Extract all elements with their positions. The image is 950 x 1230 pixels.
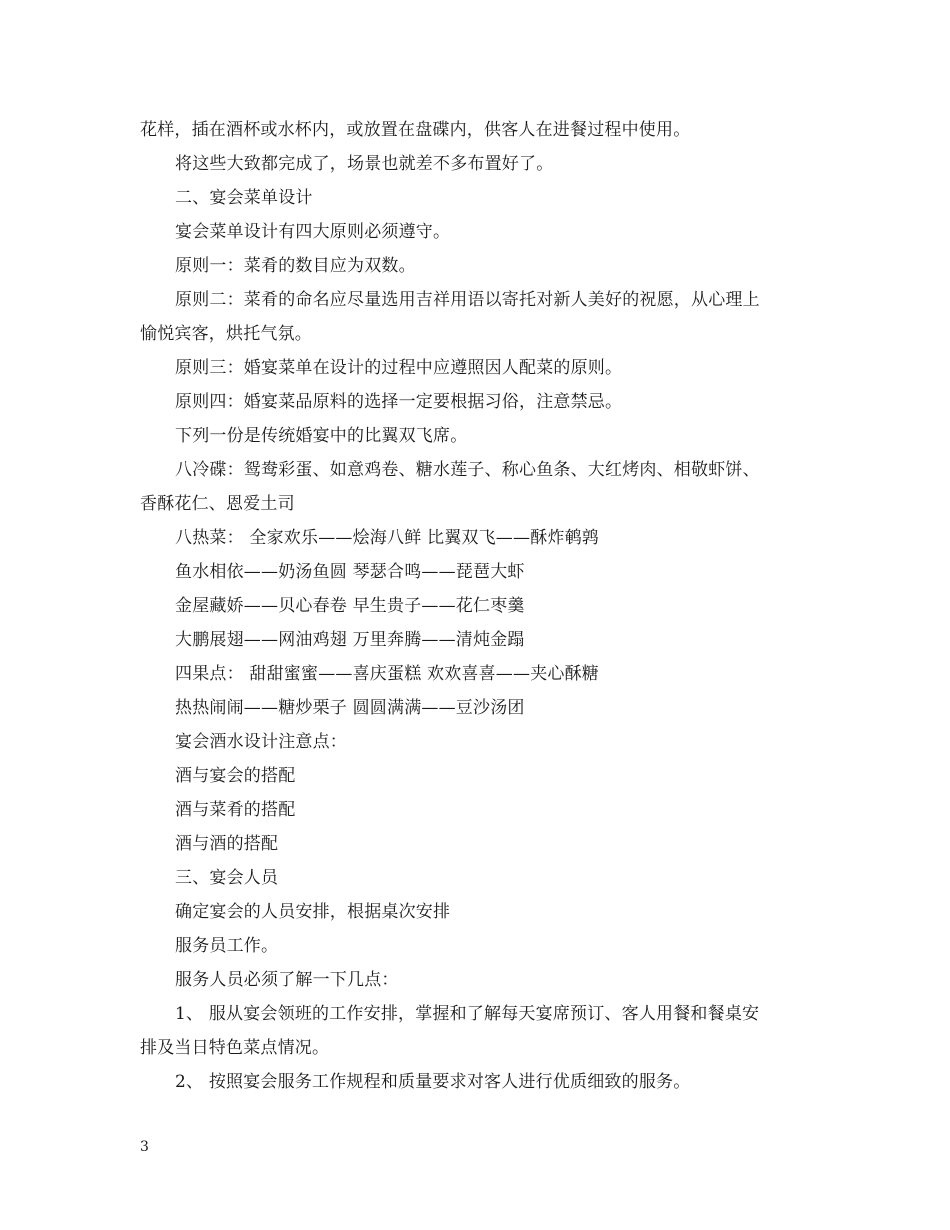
text-line: 原则二：菜肴的命名应尽量选用吉祥用语以寄托对新人美好的祝愿，从心理上	[175, 290, 760, 310]
text-line: 金屋藏娇——贝心春卷 早生贵子——花仁枣羹	[175, 596, 525, 616]
text-line: 服务人员必须了解一下几点：	[175, 970, 399, 990]
text-line: 确定宴会的人员安排，根据桌次安排	[175, 902, 451, 922]
text-line: 下列一份是传统婚宴中的比翼双飞席。	[175, 426, 468, 446]
text-line: 宴会菜单设计有四大原则必须遵守。	[175, 222, 451, 242]
text-line: 酒与宴会的搭配	[175, 766, 296, 786]
document-body	[140, 113, 820, 1099]
page-number: 3	[140, 1139, 149, 1155]
text-line: 酒与菜肴的搭配	[175, 800, 296, 820]
text-line: 愉悦宾客，烘托气氛。	[140, 324, 312, 344]
text-line: 服务员工作。	[175, 936, 279, 956]
text-line: 香酥花仁、恩爱土司	[140, 494, 295, 514]
text-line: 花样，插在酒杯或水杯内，或放置在盘碟内，供客人在进餐过程中使用。	[140, 120, 691, 140]
text-line: 原则三：婚宴菜单在设计的过程中应遵照因人配菜的原则。	[175, 358, 623, 378]
text-line: 热热闹闹——糖炒栗子 圆圆满满——豆沙汤团	[175, 698, 525, 718]
text-line: 大鹏展翅——网油鸡翅 万里奔腾——清炖金蹋	[175, 630, 525, 650]
text-line: 2、 按照宴会服务工作规程和质量要求对客人进行优质细致的服务。	[175, 1072, 691, 1092]
text-line: 将这些大致都完成了，场景也就差不多布置好了。	[175, 154, 554, 174]
text-line: 排及当日特色菜点情况。	[140, 1038, 330, 1058]
text-line: 1、 服从宴会领班的工作安排，掌握和了解每天宴席预订、客人用餐和餐桌安	[175, 1004, 760, 1024]
text-line: 原则一：菜肴的数目应为双数。	[175, 256, 416, 276]
text-line: 八热菜： 全家欢乐——烩海八鲜 比翼双飞——酥炸鹌鹑	[175, 528, 600, 548]
text-line: 二、宴会菜单设计	[175, 188, 313, 208]
text-line: 三、宴会人员	[175, 868, 279, 888]
text-line: 原则四：婚宴菜品原料的选择一定要根据习俗，注意禁忌。	[175, 392, 623, 412]
text-line: 宴会酒水设计注意点：	[175, 732, 347, 752]
text-line: 四果点： 甜甜蜜蜜——喜庆蛋糕 欢欢喜喜——夹心酥糖	[175, 664, 600, 684]
text-line: 八冷碟：鸳鸯彩蛋、如意鸡卷、糖水莲子、称心鱼条、大红烤肉、相敬虾饼、	[175, 460, 760, 480]
text-line: 酒与酒的搭配	[175, 834, 279, 854]
text-line: 鱼水相依——奶汤鱼圆 琴瑟合鸣——琵琶大虾	[175, 562, 525, 582]
